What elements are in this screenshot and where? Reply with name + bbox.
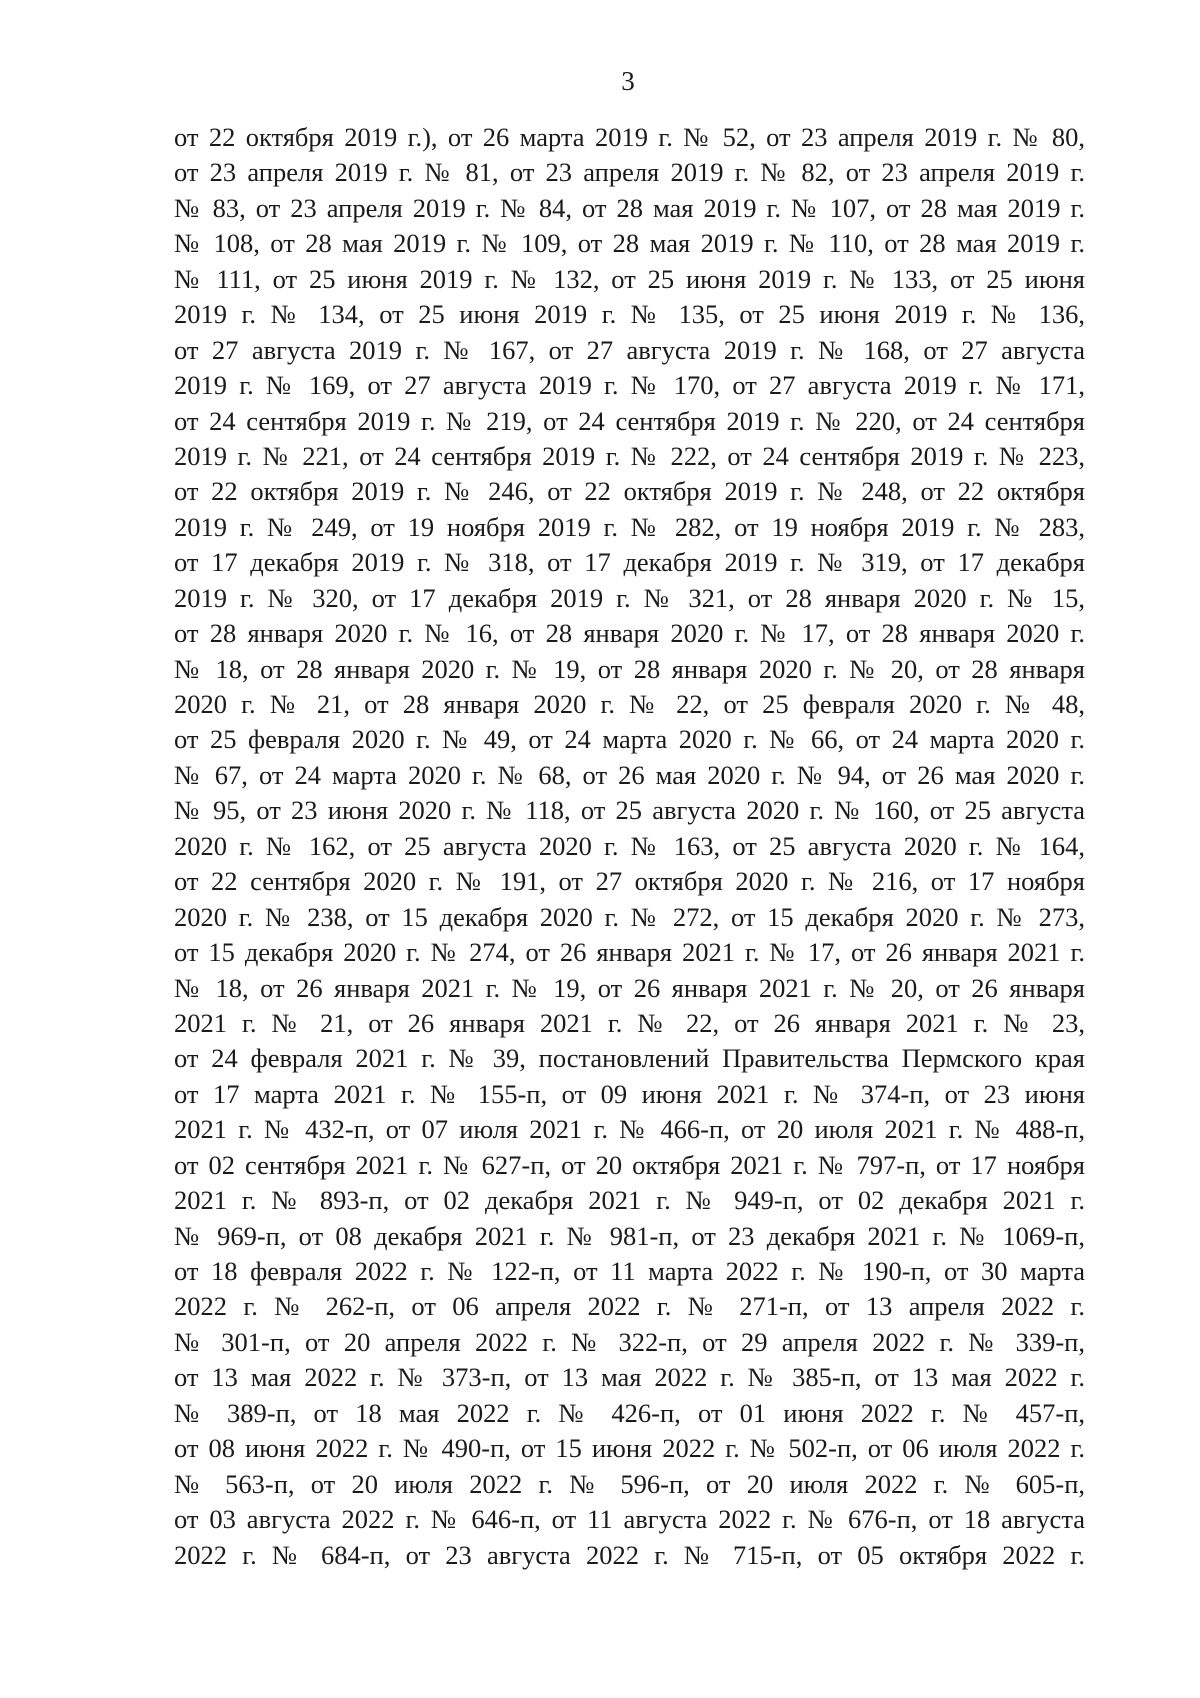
- text-line: от 17 марта 2021 г. № 155-п, от 09 июня 2021 г. № 374-п, от 23 июня: [174, 1078, 1085, 1109]
- text-line: от 24 сентября 2019 г. № 219, от 24 сентября 2019 г. № 220, от 24 сентября: [174, 405, 1085, 436]
- text-line: № 389-п, от 18 мая 2022 г. № 426-п, от 01 июня 2022 г. № 457-п,: [174, 1397, 1085, 1428]
- text-line: от 22 октября 2019 г.), от 26 марта 2019 г. № 52, от 23 апреля 2019 г. № 80,: [174, 122, 1085, 152]
- text-line: № 83, от 23 апреля 2019 г. № 84, от 28 мая 2019 г. № 107, от 28 мая 2019 г.: [174, 192, 1085, 223]
- text-line: № 95, от 23 июня 2020 г. № 118, от 25 августа 2020 г. № 160, от 25 августа: [174, 795, 1085, 826]
- text-line: 2020 г. № 238, от 15 декабря 2020 г. № 272, от 15 декабря 2020 г. № 273,: [174, 901, 1085, 932]
- text-line: 2019 г. № 320, от 17 декабря 2019 г. № 321, от 28 января 2020 г. № 15,: [174, 582, 1085, 613]
- text-line: от 28 января 2020 г. № 16, от 28 января 2020 г. № 17, от 28 января 2020 г.: [174, 618, 1085, 649]
- text-line: № 108, от 28 мая 2019 г. № 109, от 28 мая 2019 г. № 110, от 28 мая 2019 г.: [174, 228, 1085, 259]
- text-line: от 18 февраля 2022 г. № 122-п, от 11 марта 2022 г. № 190-п, от 30 марта: [174, 1256, 1085, 1286]
- text-line: 2021 г. № 432-п, от 07 июля 2021 г. № 466-п, от 20 июля 2021 г. № 488-п,: [174, 1114, 1085, 1145]
- text-line: 2020 г. № 162, от 25 августа 2020 г. № 163, от 25 августа 2020 г. № 164,: [174, 830, 1085, 861]
- text-line: от 17 декабря 2019 г. № 318, от 17 декабря 2019 г. № 319, от 17 декабря: [174, 547, 1085, 578]
- text-line: 2019 г. № 249, от 19 ноября 2019 г. № 282, от 19 ноября 2019 г. № 283,: [174, 511, 1085, 542]
- text-line: от 03 августа 2022 г. № 646-п, от 11 августа 2022 г. № 676-п, от 18 августа: [174, 1504, 1085, 1535]
- text-line: № 969-п, от 08 декабря 2021 г. № 981-п, от 23 декабря 2021 г. № 1069-п,: [174, 1220, 1085, 1251]
- text-line: от 15 декабря 2020 г. № 274, от 26 января 2021 г. № 17, от 26 января 2021 г.: [174, 937, 1085, 968]
- text-line: от 08 июня 2022 г. № 490-п, от 15 июня 2022 г. № 502-п, от 06 июля 2022 г.: [174, 1433, 1085, 1464]
- text-line: 2019 г. № 221, от 24 сентября 2019 г. № 222, от 24 сентября 2019 г. № 223,: [174, 440, 1085, 471]
- text-line: от 27 августа 2019 г. № 167, от 27 августа 2019 г. № 168, от 27 августа: [174, 334, 1085, 365]
- text-line: от 13 мая 2022 г. № 373-п, от 13 мая 2022 г. № 385-п, от 13 мая 2022 г.: [174, 1362, 1085, 1393]
- text-line: 2020 г. № 21, от 28 января 2020 г. № 22, от 25 февраля 2020 г. № 48,: [174, 689, 1085, 719]
- document-body: [174, 120, 1085, 1573]
- text-line: 2022 г. № 262-п, от 06 апреля 2022 г. № 271-п, от 13 апреля 2022 г.: [174, 1291, 1085, 1322]
- page-number: 3: [621, 66, 635, 96]
- text-line: от 22 сентября 2020 г. № 191, от 27 октября 2020 г. № 216, от 17 ноября: [174, 866, 1085, 897]
- text-line: № 18, от 26 января 2021 г. № 19, от 26 января 2021 г. № 20, от 26 января: [174, 972, 1085, 1003]
- text-line: № 67, от 24 марта 2020 г. № 68, от 26 мая 2020 г. № 94, от 26 мая 2020 г.: [174, 759, 1085, 790]
- text-line: № 563-п, от 20 июля 2022 г. № 596-п, от 20 июля 2022 г. № 605-п,: [174, 1468, 1085, 1499]
- text-line: № 18, от 28 января 2020 г. № 19, от 28 января 2020 г. № 20, от 28 января: [174, 653, 1085, 684]
- text-line: от 24 февраля 2021 г. № 39, постановлений Правительства Пермского края: [174, 1043, 1085, 1074]
- text-line: от 25 февраля 2020 г. № 49, от 24 марта 2020 г. № 66, от 24 марта 2020 г.: [174, 724, 1085, 755]
- text-line: 2019 г. № 134, от 25 июня 2019 г. № 135, от 25 июня 2019 г. № 136,: [174, 299, 1085, 330]
- text-line: № 301-п, от 20 апреля 2022 г. № 322-п, от 29 апреля 2022 г. № 339-п,: [174, 1326, 1085, 1357]
- text-line: от 23 апреля 2019 г. № 81, от 23 апреля 2019 г. № 82, от 23 апреля 2019 г.: [174, 157, 1085, 188]
- text-line: 2021 г. № 893-п, от 02 декабря 2021 г. № 949-п, от 02 декабря 2021 г.: [174, 1185, 1085, 1216]
- text-line: от 22 октября 2019 г. № 246, от 22 октября 2019 г. № 248, от 22 октября: [174, 476, 1085, 507]
- text-line: № 111, от 25 июня 2019 г. № 132, от 25 июня 2019 г. № 133, от 25 июня: [174, 263, 1085, 294]
- text-line: 2019 г. № 169, от 27 августа 2019 г. № 170, от 27 августа 2019 г. № 171,: [174, 370, 1085, 401]
- text-line: 2022 г. № 684-п, от 23 августа 2022 г. № 715-п, от 05 октября 2022 г.: [174, 1539, 1085, 1570]
- text-line: от 02 сентября 2021 г. № 627-п, от 20 октября 2021 г. № 797-п, от 17 ноября: [174, 1149, 1085, 1180]
- text-line: 2021 г. № 21, от 26 января 2021 г. № 22, от 26 января 2021 г. № 23,: [174, 1007, 1085, 1038]
